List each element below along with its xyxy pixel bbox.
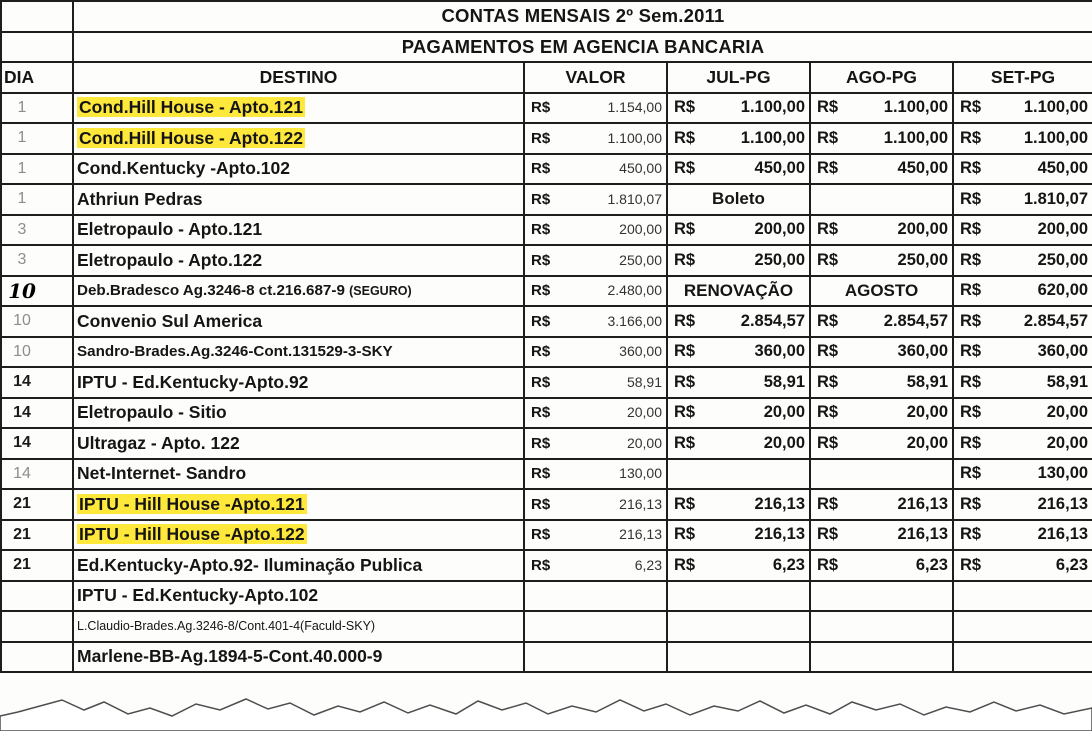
header-destino: DESTINO <box>73 62 524 93</box>
valor-cell <box>524 428 667 459</box>
day-cell: 14 <box>1 367 73 398</box>
ago-cell <box>810 154 953 185</box>
currency-symbol: R$ <box>960 555 982 574</box>
table-row <box>1 306 1092 337</box>
ago-cell <box>810 581 953 612</box>
amount-value: 216,13 <box>1037 494 1089 513</box>
currency-symbol: R$ <box>674 98 696 117</box>
set-cell <box>953 184 1092 215</box>
currency-symbol: R$ <box>674 403 696 422</box>
amount-value: 1.154,00 <box>607 99 662 116</box>
currency-symbol: R$ <box>817 403 839 422</box>
valor-cell <box>524 367 667 398</box>
set-cell <box>953 276 1092 307</box>
table-row <box>1 276 1092 307</box>
currency-symbol: R$ <box>817 525 839 544</box>
currency-symbol: R$ <box>960 525 982 544</box>
jul-cell <box>667 93 810 124</box>
currency-symbol: R$ <box>531 99 551 117</box>
valor-cell <box>524 93 667 124</box>
amount-value: 20,00 <box>763 433 805 452</box>
destino-text: IPTU - Hill House -Apto.122 <box>79 524 305 545</box>
set-cell <box>953 215 1092 246</box>
header-set: SET-PG <box>953 62 1092 93</box>
ago-cell <box>810 93 953 124</box>
currency-symbol: R$ <box>674 311 696 330</box>
jul-cell <box>667 367 810 398</box>
ago-cell <box>810 184 953 215</box>
set-cell <box>953 93 1092 124</box>
amount-value: 130,00 <box>1037 464 1089 483</box>
destino-cell <box>73 245 524 276</box>
valor-cell <box>524 245 667 276</box>
currency-symbol: R$ <box>960 159 982 178</box>
destino-text: Cond.Hill House - Apto.122 <box>79 127 303 148</box>
amount-value: 200,00 <box>754 220 805 239</box>
jul-cell <box>667 245 810 276</box>
valor-cell <box>524 337 667 368</box>
amount-value: 20,00 <box>626 404 662 421</box>
day-cell: 1 <box>1 123 73 154</box>
amount-value: 6,23 <box>634 556 662 573</box>
amount-value: 620,00 <box>1037 281 1089 300</box>
day-cell <box>1 642 73 673</box>
valor-cell <box>524 459 667 490</box>
torn-edge <box>0 690 1092 731</box>
destino-text: Eletropaulo - Sitio <box>77 402 227 423</box>
amount-value: 20,00 <box>763 403 805 422</box>
header-row <box>1 62 1092 93</box>
ago-cell <box>810 245 953 276</box>
destino-cell <box>73 489 524 520</box>
ago-cell <box>810 550 953 581</box>
amount-value: 216,13 <box>897 525 948 544</box>
title-row <box>1 1 1092 32</box>
currency-symbol: R$ <box>674 433 696 452</box>
destino-text: Net-Internet- Sandro <box>77 463 247 484</box>
table-row <box>1 550 1092 581</box>
jul-cell <box>667 489 810 520</box>
amount-value: 200,00 <box>1037 220 1089 239</box>
destino-text: Sandro-Brades.Ag.3246-Cont.131529-3-SKY <box>77 343 393 361</box>
currency-symbol: R$ <box>960 342 982 361</box>
amount-value: 216,13 <box>754 525 805 544</box>
set-cell <box>953 367 1092 398</box>
amount-value: 6,23 <box>772 555 805 574</box>
amount-value: 360,00 <box>754 342 805 361</box>
destino-cell <box>73 581 524 612</box>
day-cell: 21 <box>1 489 73 520</box>
amount-value: 1.100,00 <box>607 129 662 146</box>
set-cell <box>953 520 1092 551</box>
amount-value: 2.854,57 <box>883 311 948 330</box>
destino-cell <box>73 642 524 673</box>
jul-cell <box>667 337 810 368</box>
day-cell <box>1 581 73 612</box>
destino-cell <box>73 306 524 337</box>
destino-cell <box>73 93 524 124</box>
currency-symbol: R$ <box>531 312 551 330</box>
valor-cell <box>524 550 667 581</box>
amount-value: 2.854,57 <box>740 311 805 330</box>
currency-symbol: R$ <box>674 128 696 147</box>
valor-cell <box>524 581 667 612</box>
day-cell: 14 <box>1 398 73 429</box>
sheet-subtitle: PAGAMENTOS EM AGENCIA BANCARIA <box>73 32 1092 63</box>
currency-symbol: R$ <box>531 251 551 269</box>
amount-value: 450,00 <box>619 160 662 177</box>
currency-symbol: R$ <box>531 190 551 208</box>
amount-value: 216,13 <box>619 495 662 512</box>
amount-value: 200,00 <box>619 221 662 238</box>
currency-symbol: R$ <box>960 494 982 513</box>
destino-note: (SEGURO) <box>349 284 412 299</box>
jul-cell <box>667 611 810 642</box>
currency-symbol: R$ <box>531 556 551 574</box>
day-cell: 10 <box>1 337 73 368</box>
currency-symbol: R$ <box>674 555 696 574</box>
currency-symbol: R$ <box>674 525 696 544</box>
currency-symbol: R$ <box>960 372 982 391</box>
table-row <box>1 184 1092 215</box>
currency-symbol: R$ <box>960 281 982 300</box>
destino-cell <box>73 367 524 398</box>
jul-cell <box>667 642 810 673</box>
destino-text: IPTU - Hill House -Apto.121 <box>79 493 305 514</box>
header-ago: AGO-PG <box>810 62 953 93</box>
destino-cell <box>73 428 524 459</box>
table-row <box>1 489 1092 520</box>
table-row <box>1 520 1092 551</box>
destino-cell <box>73 276 524 307</box>
jul-cell: Boleto <box>667 184 810 215</box>
destino-text: Eletropaulo - Apto.121 <box>77 219 263 240</box>
ago-cell <box>810 642 953 673</box>
valor-cell <box>524 154 667 185</box>
ago-cell <box>810 215 953 246</box>
table-row <box>1 367 1092 398</box>
currency-symbol: R$ <box>817 128 839 147</box>
destino-text: L.Claudio-Brades.Ag.3246-8/Cont.401-4(Faculd-SKY) <box>77 619 376 634</box>
destino-cell <box>73 398 524 429</box>
ago-cell: AGOSTO <box>810 276 953 307</box>
table-row <box>1 398 1092 429</box>
amount-value: 216,13 <box>754 494 805 513</box>
jul-cell <box>667 520 810 551</box>
ago-cell <box>810 520 953 551</box>
day-cell: 10 <box>1 276 73 307</box>
set-cell <box>953 306 1092 337</box>
amount-value: 1.810,07 <box>607 190 662 207</box>
amount-value: 216,13 <box>897 494 948 513</box>
day-cell: 1 <box>1 93 73 124</box>
amount-value: 250,00 <box>897 250 948 269</box>
currency-symbol: R$ <box>817 159 839 178</box>
currency-symbol: R$ <box>960 403 982 422</box>
amount-value: 216,13 <box>1037 525 1089 544</box>
destino-cell <box>73 337 524 368</box>
currency-symbol: R$ <box>960 189 982 208</box>
amount-value: 58,91 <box>626 373 662 390</box>
day-cell: 3 <box>1 245 73 276</box>
currency-symbol: R$ <box>531 221 551 239</box>
blank-cell <box>1 32 73 63</box>
currency-symbol: R$ <box>674 159 696 178</box>
destino-cell <box>73 184 524 215</box>
set-cell <box>953 245 1092 276</box>
table-row <box>1 581 1092 612</box>
table-row <box>1 123 1092 154</box>
currency-symbol: R$ <box>817 220 839 239</box>
destino-text: IPTU - Ed.Kentucky-Apto.92 <box>77 371 309 392</box>
amount-value: 360,00 <box>619 343 662 360</box>
set-cell <box>953 489 1092 520</box>
currency-symbol: R$ <box>531 434 551 452</box>
currency-symbol: R$ <box>531 495 551 513</box>
jul-cell <box>667 459 810 490</box>
amount-value: 20,00 <box>906 403 948 422</box>
header-dia: DIA <box>1 62 73 93</box>
currency-symbol: R$ <box>960 464 982 483</box>
valor-cell <box>524 215 667 246</box>
day-cell: 1 <box>1 154 73 185</box>
table-row <box>1 93 1092 124</box>
set-cell <box>953 642 1092 673</box>
set-cell <box>953 611 1092 642</box>
set-cell <box>953 398 1092 429</box>
amount-value: 360,00 <box>897 342 948 361</box>
header-valor: VALOR <box>524 62 667 93</box>
amount-value: 20,00 <box>1046 433 1089 452</box>
amount-value: 1.100,00 <box>883 98 948 117</box>
destino-cell <box>73 520 524 551</box>
set-cell <box>953 459 1092 490</box>
amount-value: 6,23 <box>1055 555 1089 574</box>
destino-text: Athriun Pedras <box>77 188 203 209</box>
destino-text: Cond.Kentucky -Apto.102 <box>77 158 290 179</box>
ago-cell <box>810 489 953 520</box>
amount-value: 250,00 <box>1037 250 1089 269</box>
amount-value: 1.100,00 <box>740 98 805 117</box>
destino-cell <box>73 215 524 246</box>
currency-symbol: R$ <box>960 128 982 147</box>
jul-cell <box>667 428 810 459</box>
currency-symbol: R$ <box>817 311 839 330</box>
ago-cell <box>810 337 953 368</box>
amount-value: 1.810,07 <box>1023 189 1089 208</box>
day-cell: 10 <box>1 306 73 337</box>
valor-cell <box>524 642 667 673</box>
valor-cell <box>524 123 667 154</box>
currency-symbol: R$ <box>817 98 839 117</box>
subtitle-row <box>1 32 1092 63</box>
currency-symbol: R$ <box>674 494 696 513</box>
currency-symbol: R$ <box>960 220 982 239</box>
currency-symbol: R$ <box>960 311 982 330</box>
destino-cell <box>73 459 524 490</box>
currency-symbol: R$ <box>674 250 696 269</box>
currency-symbol: R$ <box>531 129 551 147</box>
destino-cell <box>73 550 524 581</box>
amount-value: 2.854,57 <box>1023 311 1089 330</box>
currency-symbol: R$ <box>960 433 982 452</box>
sheet-title: CONTAS MENSAIS 2º Sem.2011 <box>73 1 1092 32</box>
amount-value: 58,91 <box>763 372 805 391</box>
set-cell <box>953 550 1092 581</box>
destino-text: Cond.Hill House - Apto.121 <box>79 97 303 118</box>
currency-symbol: R$ <box>960 250 982 269</box>
destino-text: Ed.Kentucky-Apto.92- Iluminação Publica <box>77 554 423 575</box>
valor-cell <box>524 611 667 642</box>
table-row <box>1 215 1092 246</box>
amount-value: 20,00 <box>626 434 662 451</box>
set-cell <box>953 337 1092 368</box>
table-row <box>1 459 1092 490</box>
set-cell <box>953 581 1092 612</box>
amount-value: 6,23 <box>915 555 948 574</box>
ago-cell <box>810 367 953 398</box>
valor-cell <box>524 520 667 551</box>
valor-cell <box>524 398 667 429</box>
amount-value: 1.100,00 <box>740 128 805 147</box>
ago-cell <box>810 459 953 490</box>
currency-symbol: R$ <box>531 160 551 178</box>
day-cell <box>1 611 73 642</box>
day-cell: 14 <box>1 459 73 490</box>
jul-cell: RENOVAÇÃO <box>667 276 810 307</box>
jul-cell <box>667 550 810 581</box>
currency-symbol: R$ <box>817 494 839 513</box>
ago-cell <box>810 611 953 642</box>
valor-cell <box>524 306 667 337</box>
currency-symbol: R$ <box>531 282 551 300</box>
currency-symbol: R$ <box>674 342 696 361</box>
jul-cell <box>667 154 810 185</box>
destino-text: Marlene-BB-Ag.1894-5-Cont.40.000-9 <box>77 646 383 667</box>
amount-value: 450,00 <box>897 159 948 178</box>
valor-cell <box>524 276 667 307</box>
day-cell: 3 <box>1 215 73 246</box>
amount-value: 58,91 <box>1046 372 1089 391</box>
amount-value: 20,00 <box>906 433 948 452</box>
table-row <box>1 154 1092 185</box>
amount-value: 200,00 <box>897 220 948 239</box>
valor-cell <box>524 489 667 520</box>
amount-value: 450,00 <box>1037 159 1089 178</box>
currency-symbol: R$ <box>674 220 696 239</box>
currency-symbol: R$ <box>531 465 551 483</box>
table-row <box>1 337 1092 368</box>
amount-value: 360,00 <box>1037 342 1089 361</box>
table-row <box>1 428 1092 459</box>
amount-value: 58,91 <box>906 372 948 391</box>
day-cell: 14 <box>1 428 73 459</box>
set-cell <box>953 428 1092 459</box>
set-cell <box>953 154 1092 185</box>
amount-value: 3.166,00 <box>607 312 662 329</box>
jul-cell <box>667 398 810 429</box>
jul-cell <box>667 215 810 246</box>
jul-cell <box>667 123 810 154</box>
currency-symbol: R$ <box>817 342 839 361</box>
currency-symbol: R$ <box>817 555 839 574</box>
amount-value: 1.100,00 <box>1023 98 1089 117</box>
destino-cell <box>73 123 524 154</box>
ago-cell <box>810 398 953 429</box>
header-jul: JUL-PG <box>667 62 810 93</box>
day-cell: 1 <box>1 184 73 215</box>
table-row <box>1 245 1092 276</box>
amount-value: 1.100,00 <box>883 128 948 147</box>
jul-cell <box>667 581 810 612</box>
amount-value: 130,00 <box>619 465 662 482</box>
amount-value: 20,00 <box>1046 403 1089 422</box>
currency-symbol: R$ <box>531 404 551 422</box>
destino-text: Convenio Sul America <box>77 310 263 331</box>
currency-symbol: R$ <box>817 250 839 269</box>
destino-text: IPTU - Ed.Kentucky-Apto.102 <box>77 585 319 606</box>
amount-value: 2.480,00 <box>607 282 662 299</box>
amount-value: 1.100,00 <box>1023 128 1089 147</box>
destino-text: Eletropaulo - Apto.122 <box>77 249 263 270</box>
currency-symbol: R$ <box>531 343 551 361</box>
valor-cell <box>524 184 667 215</box>
ago-cell <box>810 306 953 337</box>
ago-cell <box>810 123 953 154</box>
day-cell: 21 <box>1 550 73 581</box>
amount-value: 250,00 <box>754 250 805 269</box>
jul-cell <box>667 306 810 337</box>
amount-value: 250,00 <box>619 251 662 268</box>
day-cell: 21 <box>1 520 73 551</box>
blank-cell <box>1 1 73 32</box>
table-row <box>1 611 1092 642</box>
currency-symbol: R$ <box>674 372 696 391</box>
set-cell <box>953 123 1092 154</box>
ago-cell <box>810 428 953 459</box>
currency-symbol: R$ <box>817 372 839 391</box>
destino-text: Deb.Bradesco Ag.3246-8 ct.216.687-9 <box>77 282 345 300</box>
amount-value: 450,00 <box>754 159 805 178</box>
amount-value: 216,13 <box>619 526 662 543</box>
destino-cell <box>73 154 524 185</box>
currency-symbol: R$ <box>531 373 551 391</box>
currency-symbol: R$ <box>960 98 982 117</box>
table-row <box>1 642 1092 673</box>
currency-symbol: R$ <box>531 526 551 544</box>
currency-symbol: R$ <box>817 433 839 452</box>
destino-cell <box>73 611 524 642</box>
destino-text: Ultragaz - Apto. 122 <box>77 432 240 453</box>
